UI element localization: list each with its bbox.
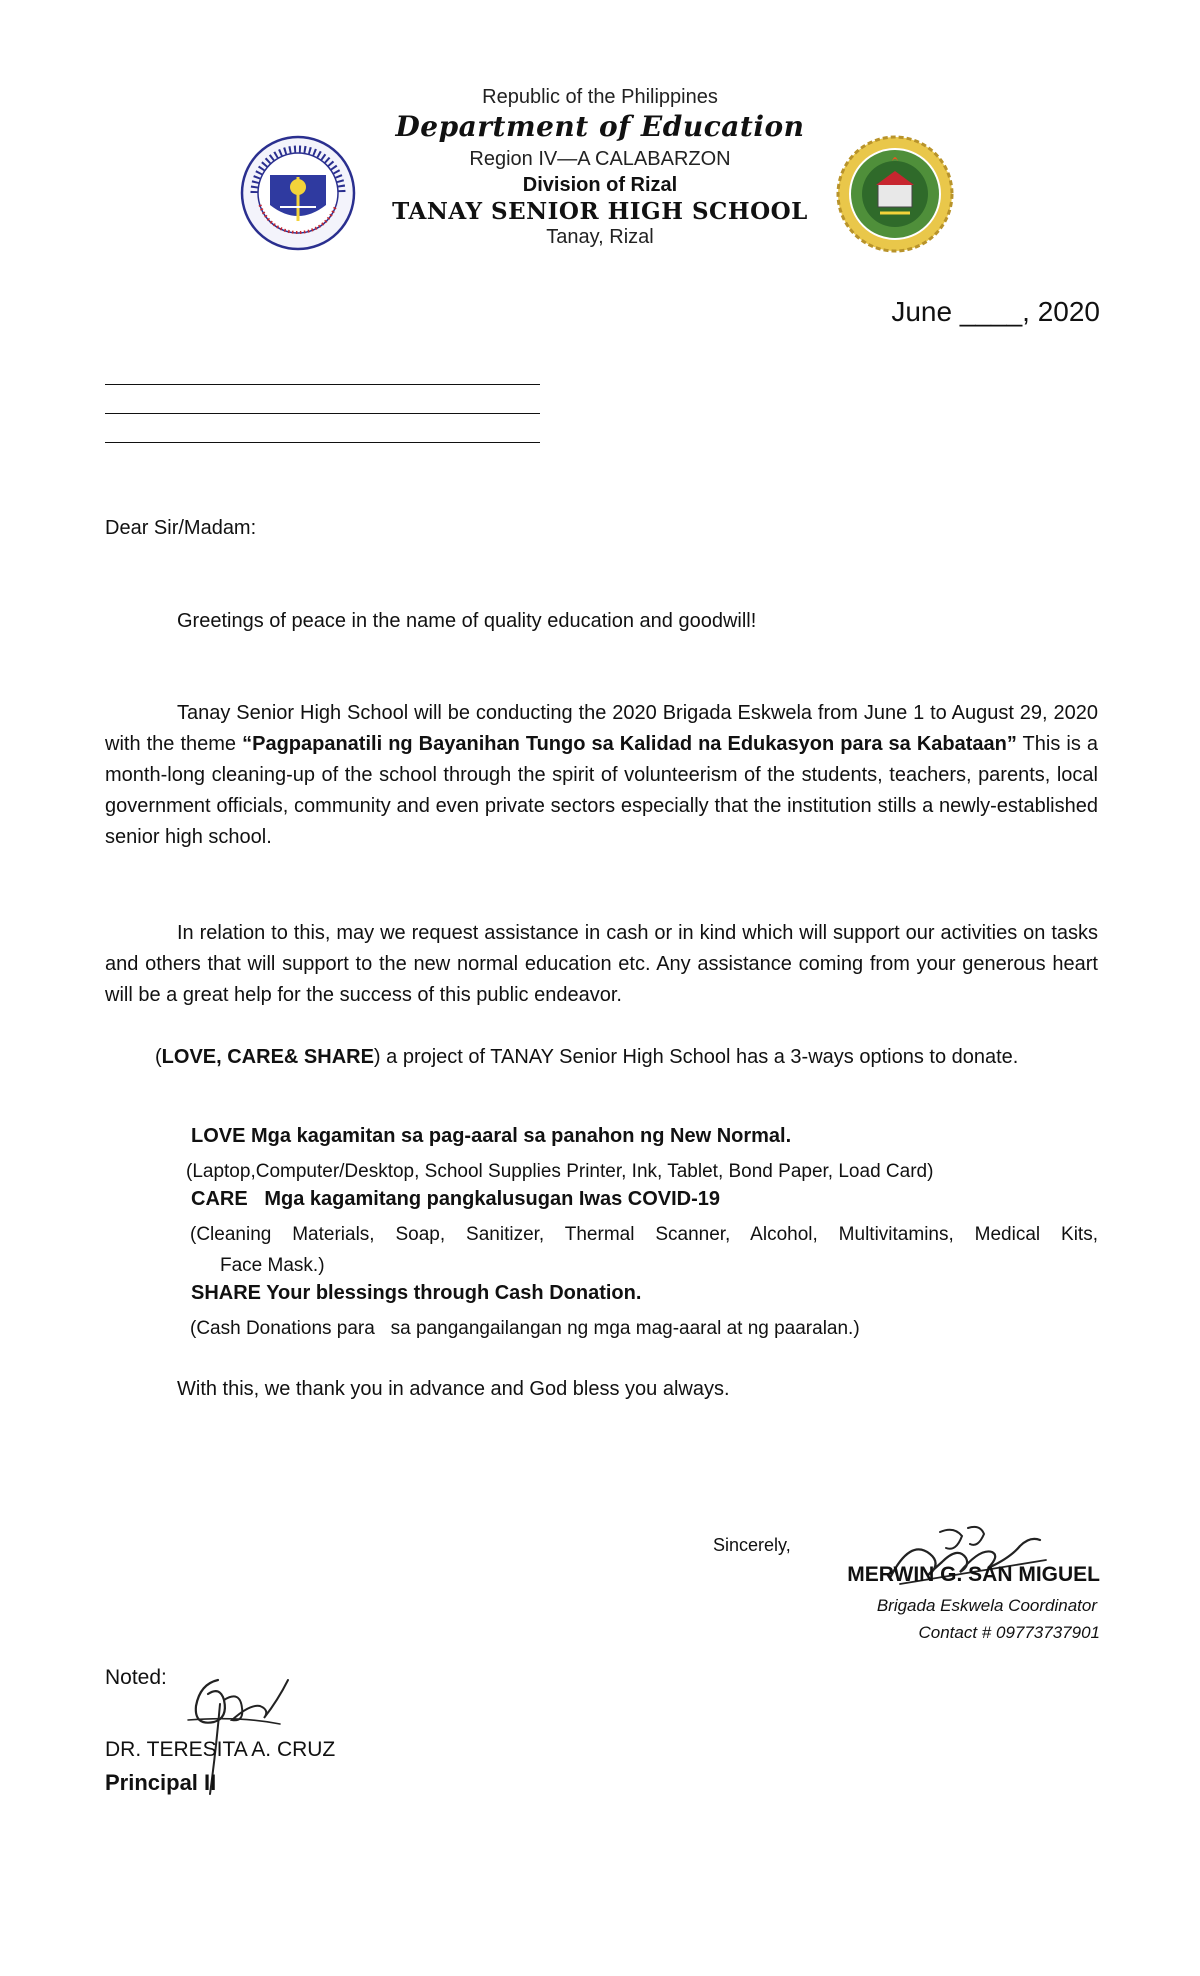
address-line-2 [105,413,540,414]
paragraph-brigada-rest: This is a month-long cleaning-up of the school through the spirit of volunteerism of the students, teachers, parents, local government officials, community and even private sectors especially that the institution stills a newly-established senior high school. [105,733,1098,848]
coordinator-title: Brigada Eskwela Coordinator [876,1596,1097,1615]
option-care-title: CARE Mga kagamitang pangkalusugan Iwas COVID-19 [191,1188,721,1210]
paragraph-request: In relation to this, may we request assistance in cash or in kind which will support our activities on tasks and others that will support to the new normal education etc. Any assistance coming from your generous heart will be a great help for the success of this public endeavor. [105,922,1098,1006]
theme-text: “Pagpapanatili ng Bayanihan Tungo sa Kalidad na Edukasyon para sa Kabataan” [242,733,1017,755]
header-division: Division of Rizal [522,174,678,196]
option-love-desc: (Laptop,Computer/Desktop, School Supplies Printer, Ink, Tablet, Bond Paper, Load Card) [186,1161,934,1182]
salutation: Dear Sir/Madam: [105,517,257,539]
header-region: Region IV—A CALABARZON [469,148,731,170]
address-line-1 [105,384,540,385]
principal-title: Principal II [105,1770,217,1795]
option-love-title: LOVE Mga kagamitan sa pag-aaral sa panahon ng New Normal. [191,1125,792,1147]
closing-line: With this, we thank you in advance and God bless you always. [177,1378,730,1400]
address-line-3 [105,442,540,443]
coordinator-name: MERWIN G. SAN MIGUEL [847,1563,1100,1586]
option-share-title: SHARE Your blessings through Cash Donation. [191,1282,642,1304]
option-share-desc: (Cash Donations para sa pangangailangan ng mga mag-aaral at ng paaralan.) [190,1318,860,1339]
option-care-desc-cont: Face Mask.) [220,1255,325,1276]
option-care-desc: (Cleaning Materials, Soap, Sanitizer, Thermal Scanner, Alcohol, Multivitamins, Medical Kits, [190,1224,1098,1245]
header-department: Department of Education [395,110,805,143]
coordinator-contact: Contact # 09773737901 [918,1623,1100,1642]
paragraph-project-open: ( [155,1046,162,1068]
paragraph-project-rest: ) a project of TANAY Senior High School has a 3-ways options to donate. [373,1046,1019,1068]
sincerely-label: Sincerely, [713,1535,791,1555]
header-town: Tanay, Rizal [546,226,654,248]
greeting: Greetings of peace in the name of quality education and goodwill! [177,610,757,632]
noted-label: Noted: [105,1666,167,1689]
header-school-name: TANAY SENIOR HIGH SCHOOL [392,198,808,225]
paragraph-brigada [105,698,1098,853]
principal-name: DR. TERESITA A. CRUZ [105,1738,336,1761]
header-republic: Republic of the Philippines [482,86,718,108]
paragraph-project [105,1042,1105,1073]
letter-date: June ____, 2020 [891,296,1100,327]
project-name: LOVE, CARE& SHARE [161,1046,374,1068]
paragraph-brigada-intro: Tanay Senior High School will be conducting the 2020 Brigada Eskwela from June 1 to August 29, 2020 with the theme [105,702,1098,755]
